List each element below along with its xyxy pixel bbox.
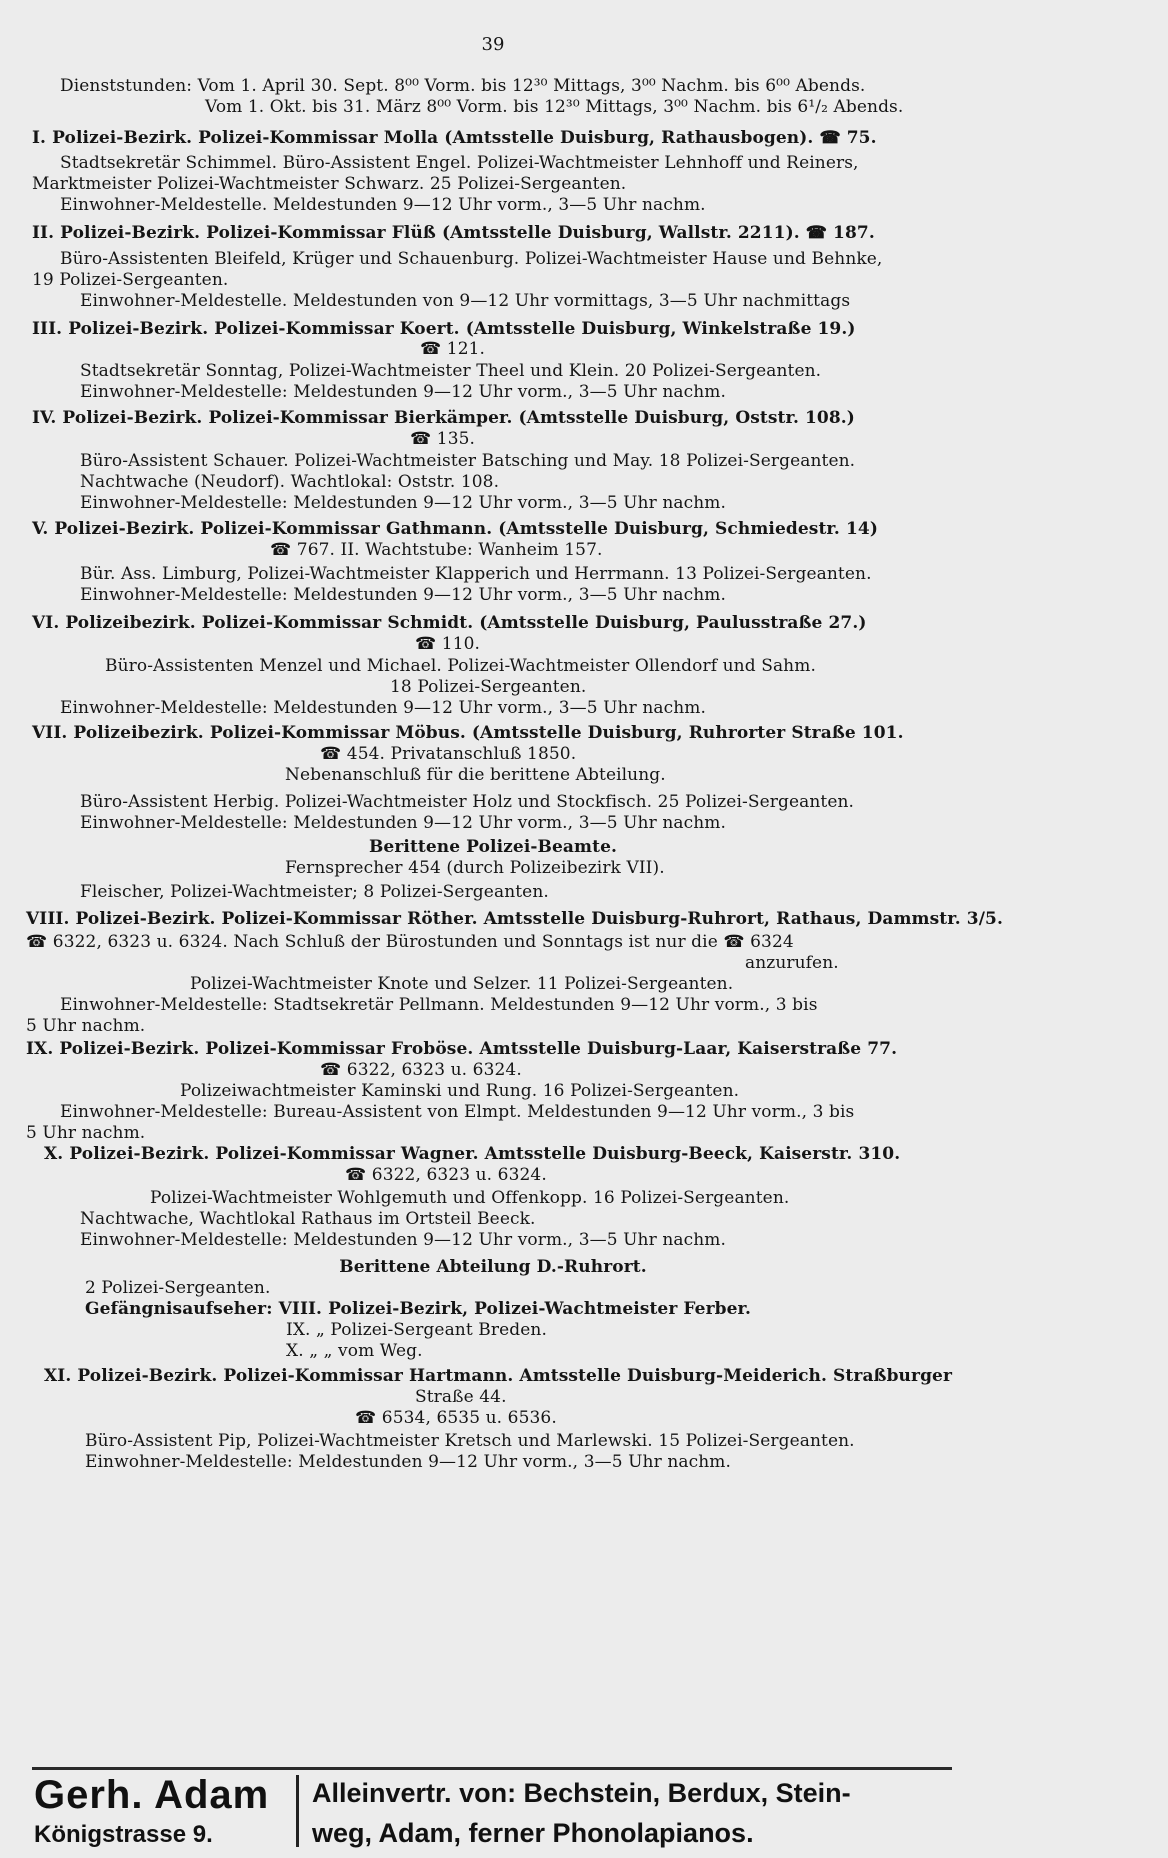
text-line: 5 Uhr nachm. xyxy=(26,1123,146,1143)
ad-line: weg, Adam, ferner Phonolapianos. xyxy=(312,1818,754,1848)
page-number: 39 xyxy=(481,34,505,55)
section-heading: XI. Polizei-Bezirk. Polizei-Kommissar Hartmann. Amtsstelle Duisburg-Meiderich. Straßburger xyxy=(44,1366,953,1386)
phone-number: ☎ 6322, 6323 u. 6324. xyxy=(345,1165,547,1185)
text-line: Einwohner-Meldestelle. Meldestunden 9—12 Uhr vorm., 3—5 Uhr nachm. xyxy=(60,195,706,215)
section-heading: IV. Polizei-Bezirk. Polizei-Kommissar Bierkämper. (Amtsstelle Duisburg, Oststr. 108.) xyxy=(32,408,855,428)
text-line: Büro-Assistent Herbig. Polizei-Wachtmeister Holz und Stockfisch. 25 Polizei-Sergeanten. xyxy=(80,792,855,812)
phone-number: ☎ 110. xyxy=(415,634,481,654)
text-line: Einwohner-Meldestelle: Meldestunden 9—12 Uhr vorm., 3—5 Uhr nachm. xyxy=(80,1230,727,1250)
text-line: Marktmeister Polizei-Wachtmeister Schwarz. 25 Polizei-Sergeanten. xyxy=(32,174,627,194)
text-line: Nachtwache (Neudorf). Wachtlokal: Oststr. 108. xyxy=(80,472,500,492)
phone-number: ☎ 767. II. Wachtstube: Wanheim 157. xyxy=(270,540,603,560)
text-line: 18 Polizei-Sergeanten. xyxy=(390,677,587,697)
text-line: Gefängnisaufseher: VIII. Polizei-Bezirk, Polizei-Wachtmeister Ferber. xyxy=(85,1299,752,1319)
text-line: Stadtsekretär Sonntag, Polizei-Wachtmeister Theel und Klein. 20 Polizei-Sergeanten. xyxy=(80,361,822,381)
text-line: Fleischer, Polizei-Wachtmeister; 8 Polizei-Sergeanten. xyxy=(80,882,549,902)
section-heading: X. Polizei-Bezirk. Polizei-Kommissar Wagner. Amtsstelle Duisburg-Beeck, Kaiserstr. 310. xyxy=(44,1144,901,1164)
text-line: Einwohner-Meldestelle: Meldestunden 9—12 Uhr vorm., 3—5 Uhr nachm. xyxy=(80,382,727,402)
section-heading: I. Polizei-Bezirk. Polizei-Kommissar Molla (Amtsstelle Duisburg, Rathausbogen). ☎ 75. xyxy=(32,128,877,148)
phone-number: ☎ 135. xyxy=(410,429,476,449)
advertiser-address: Königstrasse 9. xyxy=(34,1821,213,1848)
text-line: Büro-Assistenten Bleifeld, Krüger und Schauenburg. Polizei-Wachtmeister Hause und Behnke, xyxy=(60,249,883,269)
text-line: Nachtwache, Wachtlokal Rathaus im Ortsteil Beeck. xyxy=(80,1209,536,1229)
subsection-title: Berittene Abteilung D.-Ruhrort. xyxy=(339,1257,647,1277)
text-line: Einwohner-Meldestelle: Meldestunden 9—12 Uhr vorm., 3—5 Uhr nachm. xyxy=(60,698,707,718)
text-line: Einwohner-Meldestelle: Stadtsekretär Pellmann. Meldestunden 9—12 Uhr vorm., 3 bis xyxy=(60,995,818,1015)
text-line: Büro-Assistent Schauer. Polizei-Wachtmeister Batsching und May. 18 Polizei-Sergeanten. xyxy=(80,451,856,471)
separator-rule xyxy=(32,1767,952,1770)
text-line: Einwohner-Meldestelle: Meldestunden 9—12 Uhr vorm., 3—5 Uhr nachm. xyxy=(85,1452,732,1472)
text-line: Polizei-Wachtmeister Knote und Selzer. 11 Polizei-Sergeanten. xyxy=(190,974,734,994)
text-line: X. „ „ vom Weg. xyxy=(286,1341,423,1361)
section-heading: II. Polizei-Bezirk. Polizei-Kommissar Flüß (Amtsstelle Duisburg, Wallstr. 2211). ☎ 187. xyxy=(32,223,875,243)
text-line: Straße 44. xyxy=(415,1387,507,1407)
phone-number: ☎ 121. xyxy=(420,339,486,359)
text-line: ☎ 6322, 6323 u. 6324. Nach Schluß der Bürostunden und Sonntags ist nur die ☎ 6324 xyxy=(26,932,794,952)
advertiser-name: Gerh. Adam xyxy=(34,1773,270,1817)
text-line: Fernsprecher 454 (durch Polizeibezirk VII). xyxy=(285,858,665,878)
text-line: Stadtsekretär Schimmel. Büro-Assistent Engel. Polizei-Wachtmeister Lehnhoff und Reiners, xyxy=(60,153,859,173)
text-line: Dienststunden: Vom 1. April 30. Sept. 8⁰⁰ Vorm. bis 12³⁰ Mittags, 3⁰⁰ Nachm. bis 6⁰⁰ Abends. xyxy=(60,76,866,96)
text-line: Büro-Assistent Pip, Polizei-Wachtmeister Kretsch und Marlewski. 15 Polizei-Sergeanten. xyxy=(85,1431,855,1451)
phone-number: ☎ 6322, 6323 u. 6324. xyxy=(320,1060,522,1080)
text-line: Büro-Assistenten Menzel und Michael. Polizei-Wachtmeister Ollendorf und Sahm. xyxy=(105,656,816,676)
text-line: Bür. Ass. Limburg, Polizei-Wachtmeister Klapperich und Herrmann. 13 Polizei-Sergeanten. xyxy=(80,564,872,584)
text-line: Einwohner-Meldestelle: Meldestunden 9—12 Uhr vorm., 3—5 Uhr nachm. xyxy=(80,585,727,605)
ad-divider xyxy=(296,1775,299,1847)
text-line: Einwohner-Meldestelle: Bureau-Assistent von Elmpt. Meldestunden 9—12 Uhr vorm., 3 bis xyxy=(60,1102,855,1122)
section-heading: V. Polizei-Bezirk. Polizei-Kommissar Gathmann. (Amtsstelle Duisburg, Schmiedestr. 14) xyxy=(32,519,878,539)
text-line: 5 Uhr nachm. xyxy=(26,1016,146,1036)
text-line: 19 Polizei-Sergeanten. xyxy=(32,270,229,290)
text-line: Einwohner-Meldestelle. Meldestunden von 9—12 Uhr vormittags, 3—5 Uhr nachmittags xyxy=(80,291,851,311)
text-line: IX. „ Polizei-Sergeant Breden. xyxy=(286,1320,547,1340)
phone-number: ☎ 6534, 6535 u. 6536. xyxy=(355,1408,557,1428)
section-heading: IX. Polizei-Bezirk. Polizei-Kommissar Froböse. Amtsstelle Duisburg-Laar, Kaiserstraße 77. xyxy=(26,1039,898,1059)
section-heading: VII. Polizeibezirk. Polizei-Kommissar Möbus. (Amtsstelle Duisburg, Ruhrorter Straße 101. xyxy=(32,723,904,743)
text-line: 2 Polizei-Sergeanten. xyxy=(85,1278,271,1298)
section-heading: VIII. Polizei-Bezirk. Polizei-Kommissar Röther. Amtsstelle Duisburg-Ruhrort, Rathaus, Dammstr. 3/5. xyxy=(26,909,1003,929)
text-line: Polizei-Wachtmeister Wohlgemuth und Offenkopp. 16 Polizei-Sergeanten. xyxy=(150,1188,790,1208)
text-line: Nebenanschluß für die berittene Abteilung. xyxy=(285,765,666,785)
ad-line: Alleinvertr. von: Bechstein, Berdux, Stein- xyxy=(312,1778,851,1808)
text-line: Einwohner-Meldestelle: Meldestunden 9—12 Uhr vorm., 3—5 Uhr nachm. xyxy=(80,493,727,513)
text-line: Polizeiwachtmeister Kaminski und Rung. 16 Polizei-Sergeanten. xyxy=(180,1081,740,1101)
phone-number: ☎ 454. Privatanschluß 1850. xyxy=(320,744,577,764)
section-heading: III. Polizei-Bezirk. Polizei-Kommissar Koert. (Amtsstelle Duisburg, Winkelstraße 19.) xyxy=(32,319,856,339)
text-line: Vom 1. Okt. bis 31. März 8⁰⁰ Vorm. bis 12³⁰ Mittags, 3⁰⁰ Nachm. bis 6¹/₂ Abends. xyxy=(205,97,904,117)
text-line: anzurufen. xyxy=(745,953,839,973)
subsection-title: Berittene Polizei-Beamte. xyxy=(368,837,618,857)
text-line: Einwohner-Meldestelle: Meldestunden 9—12 Uhr vorm., 3—5 Uhr nachm. xyxy=(80,813,727,833)
section-heading: VI. Polizeibezirk. Polizei-Kommissar Schmidt. (Amtsstelle Duisburg, Paulusstraße 27.) xyxy=(32,613,867,633)
